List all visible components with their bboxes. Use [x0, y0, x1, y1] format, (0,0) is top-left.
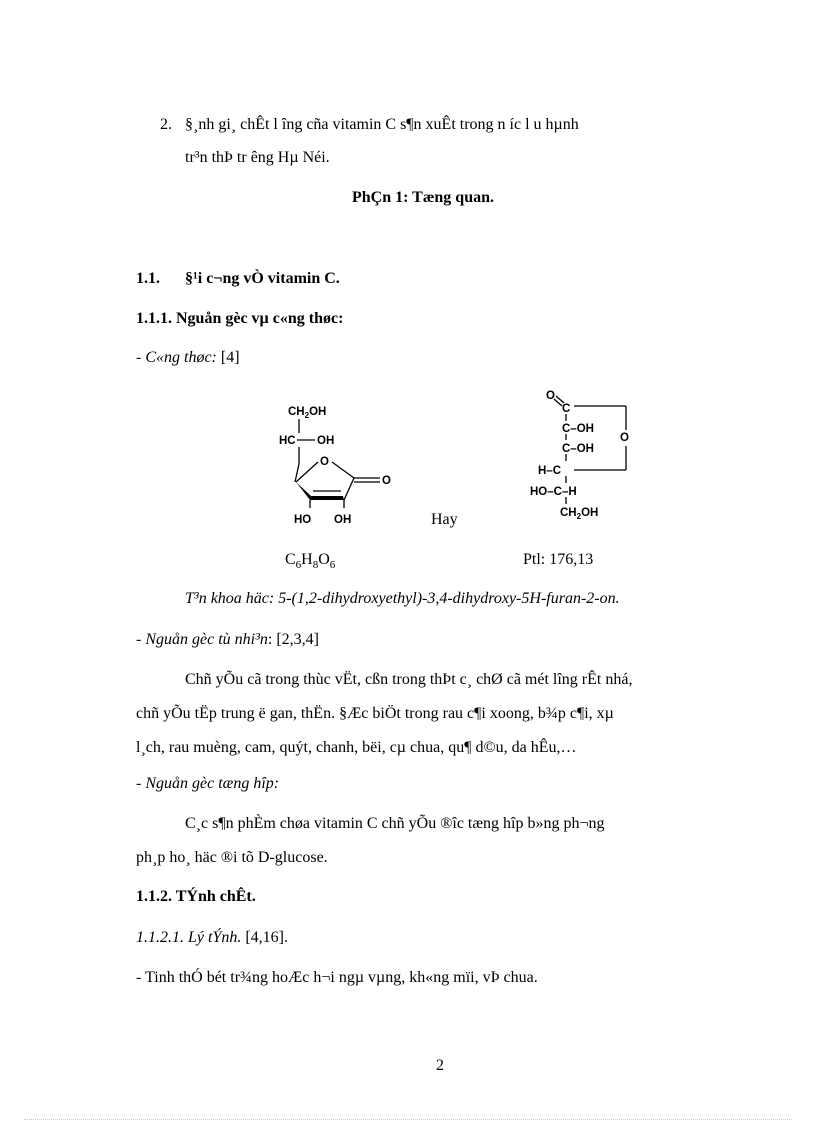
list-number: 2. — [160, 116, 172, 133]
c-oh-1-label: C–OH — [562, 423, 594, 435]
oh-side-label: OH — [317, 435, 335, 447]
ho-c-h-label: HO–C–H — [530, 486, 577, 498]
c-oh-2-label: C–OH — [562, 443, 594, 455]
list-item-text-line2: tr³n thÞ tr êng Hµ Néi. — [185, 149, 330, 166]
oh-bottom-label: OH — [334, 514, 352, 526]
h-c-label: H–C — [538, 465, 562, 477]
section-1-1-title: §¹i c¬ng vÒ vitamin C. — [185, 270, 340, 287]
ch2oh-top-label: $CH_2OH$ — [288, 406, 327, 420]
scientific-name: T³n khoa häc: 5-(1,2-dihydroxyethyl)-3,4-dihydroxy-5H-furan-2-on. — [185, 590, 620, 607]
list-item-text-line1: §¸nh gi¸ chÊt l îng cña vitamin C s¶n xuÊt trong n íc l u hµnh — [185, 116, 579, 133]
physical-heading: 1.1.2.1. Lý tÝnh. [4,16]. — [136, 929, 288, 946]
formula-label-line — [136, 349, 240, 367]
ring-oxygen-label-right: O — [620, 432, 629, 444]
hay-text: Hay — [431, 511, 458, 528]
synthetic-origin-heading: - Nguån gèc tæng hîp: — [136, 775, 280, 792]
section-1-1-2-heading: 1.1.2. TÝnh chÊt. — [136, 888, 256, 905]
section-1-1-number: 1.1. — [136, 270, 160, 287]
formula-label: C«ng thøc: — [145, 349, 217, 366]
ho-bottom-label: HO — [294, 514, 312, 526]
hc-label: HC — [279, 435, 296, 447]
carbon-1-label: C — [562, 403, 571, 415]
natural-origin-heading: - Nguån gèc tù nhi³n: [2,3,4] — [136, 631, 319, 648]
synthetic-para-line2: ph¸p ho¸ häc ®i tõ D-glucose. — [136, 849, 328, 866]
natural-para-line2: chñ yÕu tËp trung ë gan, thËn. §Æc biÖt trong rau c¶i xoong, b¾p c¶i, xµ — [136, 705, 614, 722]
top-oxygen-label: O — [546, 390, 555, 402]
page-number: 2 — [436, 1057, 444, 1074]
synthetic-para-line1: C¸c s¶n phÈm chøa vitamin C chñ yÕu ®îc tæng hîp b»ng ph¬ng — [185, 815, 605, 832]
formula-dash: - — [136, 349, 146, 366]
natural-para-line1: Chñ yÕu cã trong thùc vËt, cßn trong thÞt c¸ chØ cã mét lîng rÊt nhá, — [185, 671, 633, 688]
ch2oh-bottom-label: $CH_2OH$ — [560, 507, 599, 521]
ring-oxygen-label: O — [320, 456, 329, 468]
natural-para-line3: l¸ch, rau muèng, cam, quýt, chanh, bëi, cµ chua, qu¶ d©u, da hÊu,… — [136, 739, 577, 756]
ascorbic-acid-lactone-structure — [270, 398, 410, 533]
molecular-formula: $C_6H_8O_6$ — [285, 551, 336, 572]
section-1-1-1-heading: 1.1.1. Nguån gèc vµ c«ng thøc: — [136, 310, 344, 327]
ascorbic-acid-chain-structure — [528, 384, 648, 524]
part-heading: PhÇn 1: Tæng quan. — [352, 189, 494, 206]
carbonyl-oxygen-label: O — [382, 475, 391, 487]
page-bottom-rule — [24, 1119, 792, 1120]
molecular-weight: Ptl: 176,13 — [523, 551, 594, 568]
formula-ref: [4] — [216, 349, 240, 366]
physical-line: - Tinh thÓ bét tr¾ng hoÆc h¬i ngµ vµng, kh«ng mïi, vÞ chua. — [136, 969, 538, 986]
